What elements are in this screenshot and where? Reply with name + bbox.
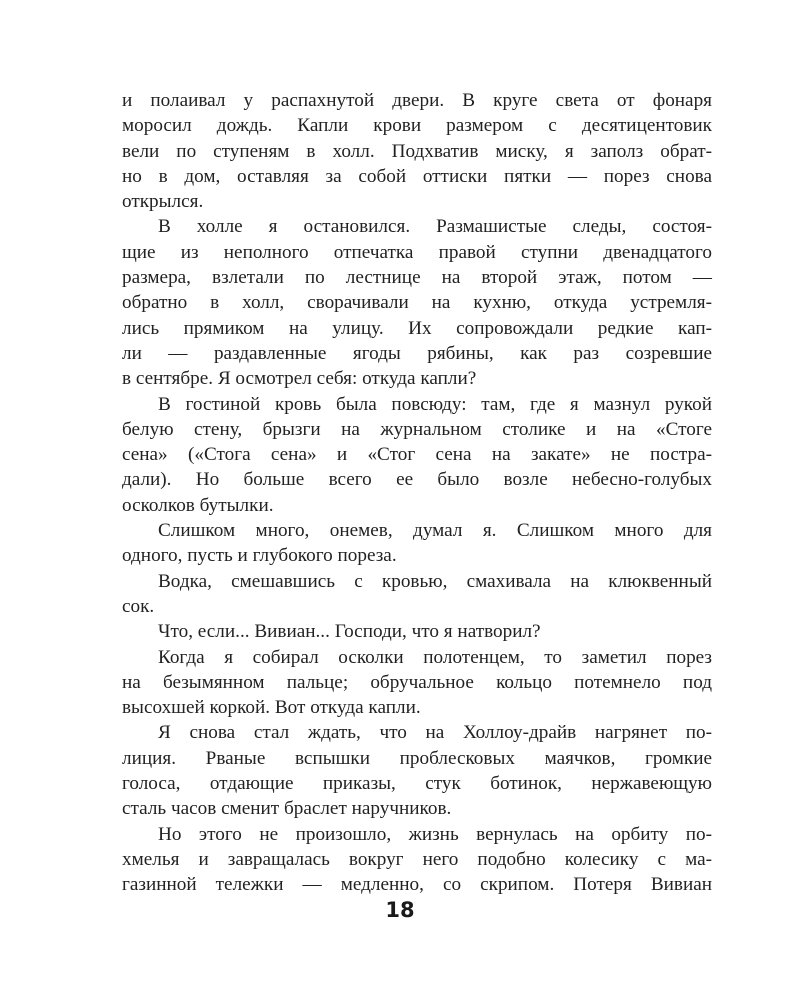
text-line: Но этого не произошло, жизнь вернулась на орбиту по- — [158, 823, 712, 845]
text-line: газинной тележки — медленно, со скрипом. Потеря Вивиан — [122, 874, 712, 896]
text-line: щие из неполного отпечатка правой ступни двенадцатого — [122, 241, 712, 263]
text-line: но в дом, оставляя за собой оттиски пятки — порез снова — [122, 165, 712, 187]
text-line: размера, взлетали по лестнице на второй этаж, потом — — [122, 267, 712, 289]
text-line: Водка, смешавшись с кровью, смахивала на клюквенный — [158, 570, 712, 592]
text-line: В гостиной кровь была повсюду: там, где я мазнул рукой — [158, 393, 712, 415]
text-line: высохшей коркой. Вот откуда капли. — [122, 697, 421, 719]
text-line: Когда я собирал осколки полотенцем, то заметил порез — [158, 646, 712, 668]
text-line: дали). Но больше всего ее было возле небесно-голубых — [122, 469, 712, 491]
text-line: белую стену, брызги на журнальном столике и на «Стоге — [122, 418, 712, 440]
text-line: осколков бутылки. — [122, 494, 274, 516]
text-line: вели по ступеням в холл. Подхватив миску, я заполз обрат- — [122, 140, 712, 162]
text-line: открылся. — [122, 191, 204, 213]
text-line: лись прямиком на улицу. Их сопровождали редкие кап- — [122, 317, 712, 339]
text-line: лиция. Рваные вспышки проблесковых маячков, громкие — [122, 747, 712, 769]
text-line: сталь часов сменит браслет наручников. — [122, 798, 452, 820]
page-body — [122, 88, 712, 898]
text-line: одного, пусть и глубокого пореза. — [122, 545, 397, 567]
text-line: на безымянном пальце; обручальное кольцо потемнело под — [122, 671, 712, 693]
text-line: ли — раздавленные ягоды рябины, как раз созревшие — [122, 342, 712, 364]
text-line: хмелья и завращалась вокруг него подобно колесику с ма- — [122, 848, 712, 870]
text-line: голоса, отдающие приказы, стук ботинок, нержавеющую — [122, 773, 712, 795]
text-line: Слишком много, онемев, думал я. Слишком много для — [158, 520, 712, 542]
text-line: Я снова стал ждать, что на Холлоу-драйв нагрянет по- — [158, 722, 712, 744]
text-line: и полаивал у распахнутой двери. В круге света от фонаря — [122, 90, 712, 111]
text-line: сок. — [122, 595, 155, 617]
text-line: сена» («Стога сена» и «Стог сена на закате» не постра- — [122, 444, 712, 466]
text-line: в сентябре. Я осмотрел себя: откуда капли? — [122, 368, 477, 390]
text-line: В холле я остановился. Размашистые следы, состоя- — [158, 216, 712, 238]
page-number: 18 — [385, 898, 415, 922]
text-line: Что, если... Вивиан... Господи, что я натворил? — [158, 621, 541, 643]
text-line: моросил дождь. Капли крови размером с десятицентовик — [122, 115, 712, 137]
text-line: обратно в холл, сворачивали на кухню, откуда устремля- — [122, 292, 712, 314]
